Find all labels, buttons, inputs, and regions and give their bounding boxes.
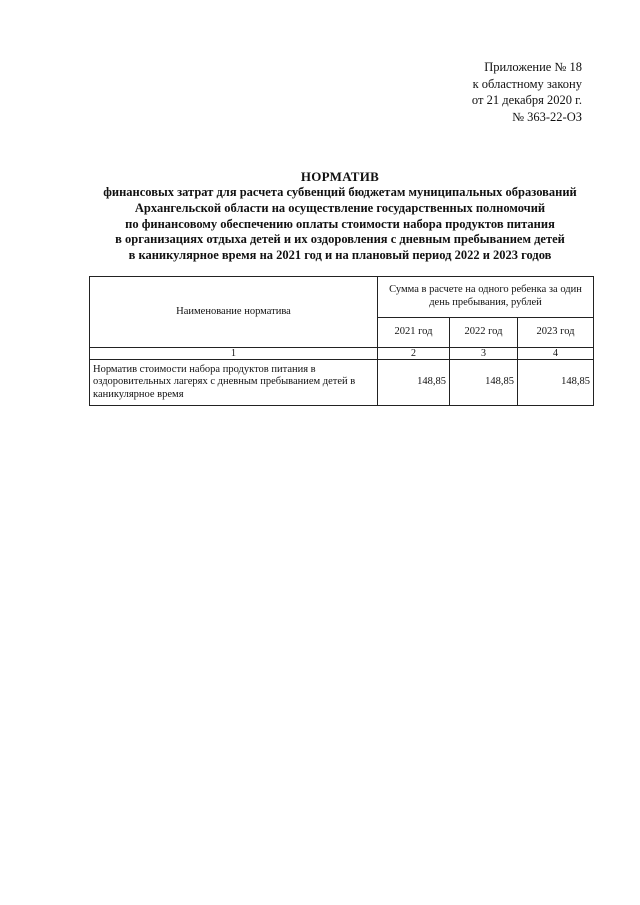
header-year-2022: 2022 год [450, 317, 518, 347]
header-year-2021: 2021 год [378, 317, 450, 347]
appendix-law: к областному закону [472, 76, 582, 91]
column-number-4: 4 [518, 348, 594, 360]
header-year-2023: 2023 год [518, 317, 594, 347]
document-title [60, 169, 620, 264]
appendix-law-number: № 363-22-ОЗ [512, 109, 582, 124]
title-heading: НОРМАТИВ [300, 169, 380, 184]
appendix-number: Приложение № 18 [484, 60, 582, 74]
title-line-4: в организациях отдыха детей и их оздоровления с дневным пребыванием детей [115, 232, 565, 247]
table-header-row [90, 277, 594, 318]
row-value-2023: 148,85 [518, 360, 594, 406]
title-line-3: по финансовому обеспечению оплаты стоимости набора продуктов питания [125, 216, 555, 231]
title-line-5: в каникулярное время на 2021 год и на плановый период 2022 и 2023 годов [128, 248, 552, 263]
norm-table [89, 276, 594, 406]
title-line-1: финансовых затрат для расчета субвенций бюджетам муниципальных образований [103, 185, 577, 199]
column-number-row [90, 348, 594, 360]
row-value-2022: 148,85 [450, 360, 518, 406]
appendix-reference [472, 59, 582, 125]
column-number-1: 1 [90, 348, 378, 360]
header-norm-name: Наименование норматива [90, 277, 378, 348]
title-line-2: Архангельской области на осуществление государственных полномочий [134, 200, 546, 215]
appendix-date: от 21 декабря 2020 г. [471, 93, 582, 107]
column-number-3: 3 [450, 348, 518, 360]
row-norm-name: Норматив стоимости набора продуктов питания в оздоровительных лагерях с дневным пребыванием детей в каникулярное время [90, 360, 378, 406]
row-value-2021: 148,85 [378, 360, 450, 406]
header-sum: Сумма в расчете на одного ребенка за один день пребывания, рублей [378, 277, 594, 318]
column-number-2: 2 [378, 348, 450, 360]
table-row [90, 360, 594, 406]
